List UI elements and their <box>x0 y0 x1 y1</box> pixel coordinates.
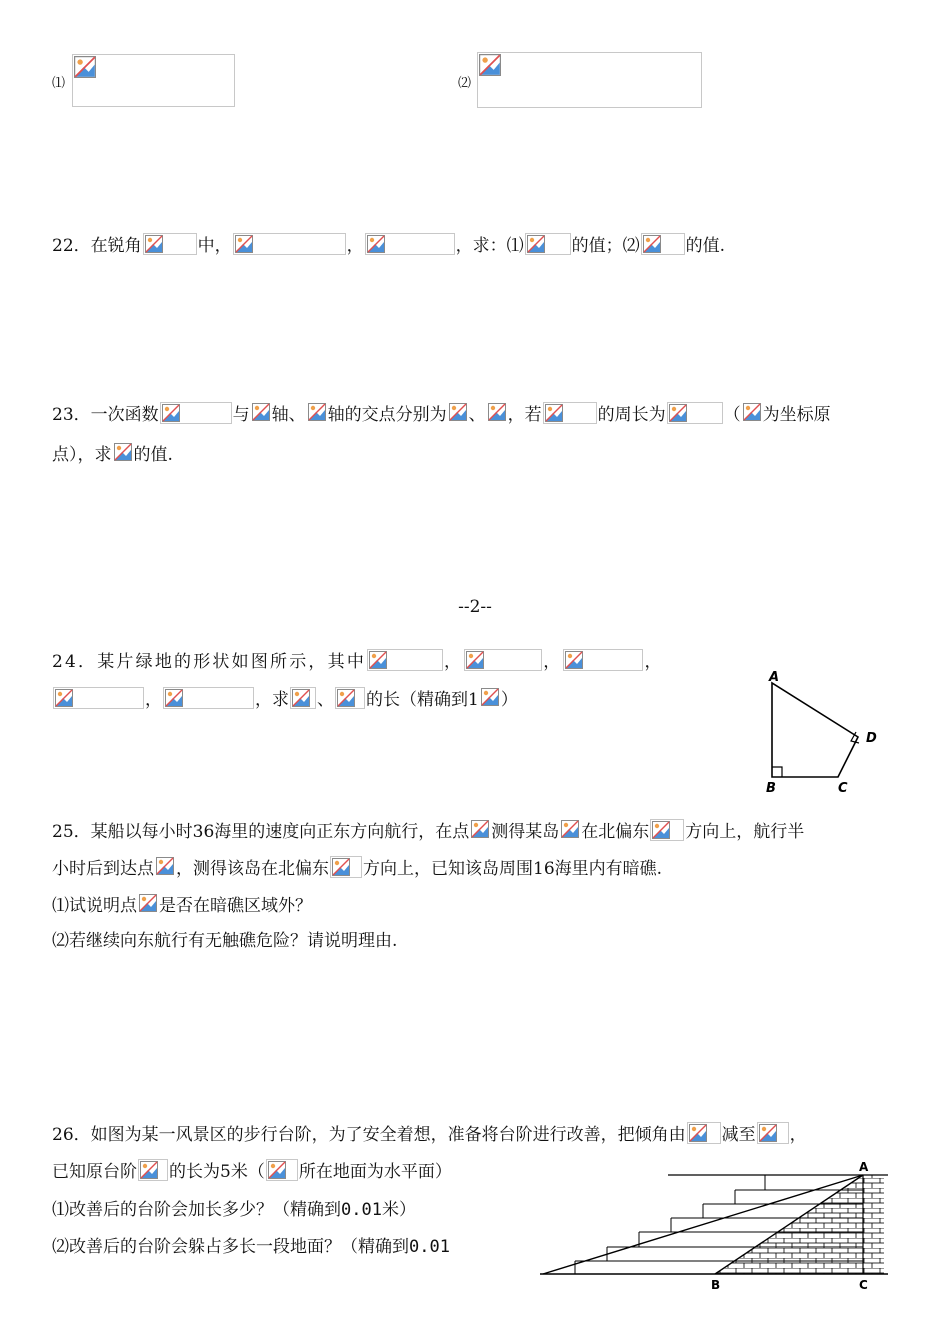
formula-image <box>560 819 580 841</box>
formula-image <box>163 687 254 709</box>
label-b: B <box>766 781 776 795</box>
formula-image <box>470 819 490 841</box>
label-c: C <box>838 781 848 795</box>
formula-image <box>155 856 175 878</box>
formula-image <box>113 442 133 464</box>
question-25: 25．某船以每小时36海里的速度向正东方向航行，在点 测得某岛 在北偏东 方向上，航行半 <box>52 819 804 843</box>
broken-image-icon <box>55 689 73 707</box>
formula-image <box>365 233 455 255</box>
question-24-line-2: ， ，求 、 的长（精确到1 ） <box>52 687 518 711</box>
broken-image-icon <box>759 1124 777 1142</box>
broken-image-icon <box>743 403 761 421</box>
formula-image <box>290 687 316 709</box>
broken-image-icon <box>652 821 670 839</box>
broken-image-icon <box>156 857 174 875</box>
broken-image-icon <box>162 404 180 422</box>
question-26-part-2: ⑵改善后的台阶会躲占多长一段地面？（精确到0.01 <box>52 1237 450 1257</box>
formula-image <box>687 1122 721 1144</box>
broken-image-icon <box>292 689 310 707</box>
question-23-line-2: 点），求 的值. <box>52 442 173 466</box>
broken-image-icon <box>268 1161 286 1179</box>
label-b: B <box>711 1278 721 1292</box>
broken-image-icon <box>235 235 253 253</box>
question-22: 22．在锐角 中， ， ，求：⑴ 的值；⑵ 的值. <box>52 233 725 257</box>
label-a: A <box>859 1160 869 1174</box>
question-26-part-1: ⑴改善后的台阶会加长多少？（精确到0.01米） <box>52 1200 416 1220</box>
formula-image <box>266 1159 298 1181</box>
item-1-label: ⑴ <box>52 76 66 91</box>
broken-image-icon <box>669 404 687 422</box>
broken-image-icon <box>252 403 270 421</box>
broken-image-icon <box>527 235 545 253</box>
broken-image-icon <box>337 689 355 707</box>
broken-image-icon <box>369 651 387 669</box>
formula-image <box>563 649 643 671</box>
formula-image-2 <box>477 52 702 108</box>
broken-image-icon <box>565 651 583 669</box>
broken-image-icon <box>689 1124 707 1142</box>
formula-image <box>138 893 158 915</box>
formula-image <box>480 687 500 709</box>
question-24: 24．某片绿地的形状如图所示，其中 ， ， ， <box>52 649 664 673</box>
formula-image <box>330 856 362 878</box>
question-25-line-2: 小时后到达点 ，测得该岛在北偏东 方向上，已知该岛周围16海里内有暗礁. <box>52 856 662 880</box>
question-25-part-1: ⑴试说明点 是否在暗礁区域外？ <box>52 893 312 917</box>
formula-image <box>138 1159 168 1181</box>
formula-image <box>487 402 507 424</box>
broken-image-icon <box>114 443 132 461</box>
formula-image <box>307 402 327 424</box>
broken-image-icon <box>479 54 501 76</box>
broken-image-icon <box>488 403 506 421</box>
right-angle-mark-b <box>772 767 782 777</box>
formula-image <box>464 649 542 671</box>
formula-image <box>160 402 232 424</box>
formula-image <box>448 402 468 424</box>
staircase-figure <box>540 1158 890 1292</box>
formula-image <box>525 233 571 255</box>
formula-image <box>641 233 685 255</box>
formula-image <box>757 1122 789 1144</box>
broken-image-icon <box>139 894 157 912</box>
formula-image <box>143 233 197 255</box>
formula-image <box>543 402 597 424</box>
label-d: D <box>866 731 877 746</box>
quadrilateral-figure <box>760 665 890 795</box>
broken-image-icon <box>561 820 579 838</box>
formula-image <box>742 402 762 424</box>
broken-image-icon <box>466 651 484 669</box>
question-23: 23．一次函数 与 轴、 轴的交点分别为 、 ，若 的周长为 （ 为坐标原 <box>52 402 831 426</box>
label-a: A <box>769 670 780 685</box>
question-25-part-2: ⑵若继续向东航行有无触礁危险？请说明理由. <box>52 931 398 951</box>
broken-image-icon <box>165 689 183 707</box>
broken-image-icon <box>145 235 163 253</box>
broken-image-icon <box>471 820 489 838</box>
quadrilateral-outline <box>772 683 858 777</box>
broken-image-icon <box>74 56 96 78</box>
formula-image <box>53 687 144 709</box>
formula-image <box>233 233 346 255</box>
formula-image-1 <box>72 54 235 107</box>
broken-image-icon <box>140 1161 158 1179</box>
broken-image-icon <box>332 858 350 876</box>
question-26-line-2: 已知原台阶 的长为5米（ 所在地面为水平面） <box>52 1159 452 1183</box>
broken-image-icon <box>449 403 467 421</box>
formula-image <box>335 687 365 709</box>
formula-image <box>667 402 723 424</box>
formula-image <box>367 649 443 671</box>
question-26: 26．如图为某一风景区的步行台阶，为了安全着想，准备将台阶进行改善，把倾角由 减至 ， <box>52 1122 807 1146</box>
label-c: C <box>859 1278 868 1292</box>
item-2-label: ⑵ <box>458 76 472 91</box>
broken-image-icon <box>545 404 563 422</box>
broken-image-icon <box>308 403 326 421</box>
formula-image <box>251 402 271 424</box>
page-number: --2-- <box>458 597 492 617</box>
broken-image-icon <box>481 688 499 706</box>
broken-image-icon <box>643 235 661 253</box>
broken-image-icon <box>367 235 385 253</box>
formula-image <box>650 819 684 841</box>
